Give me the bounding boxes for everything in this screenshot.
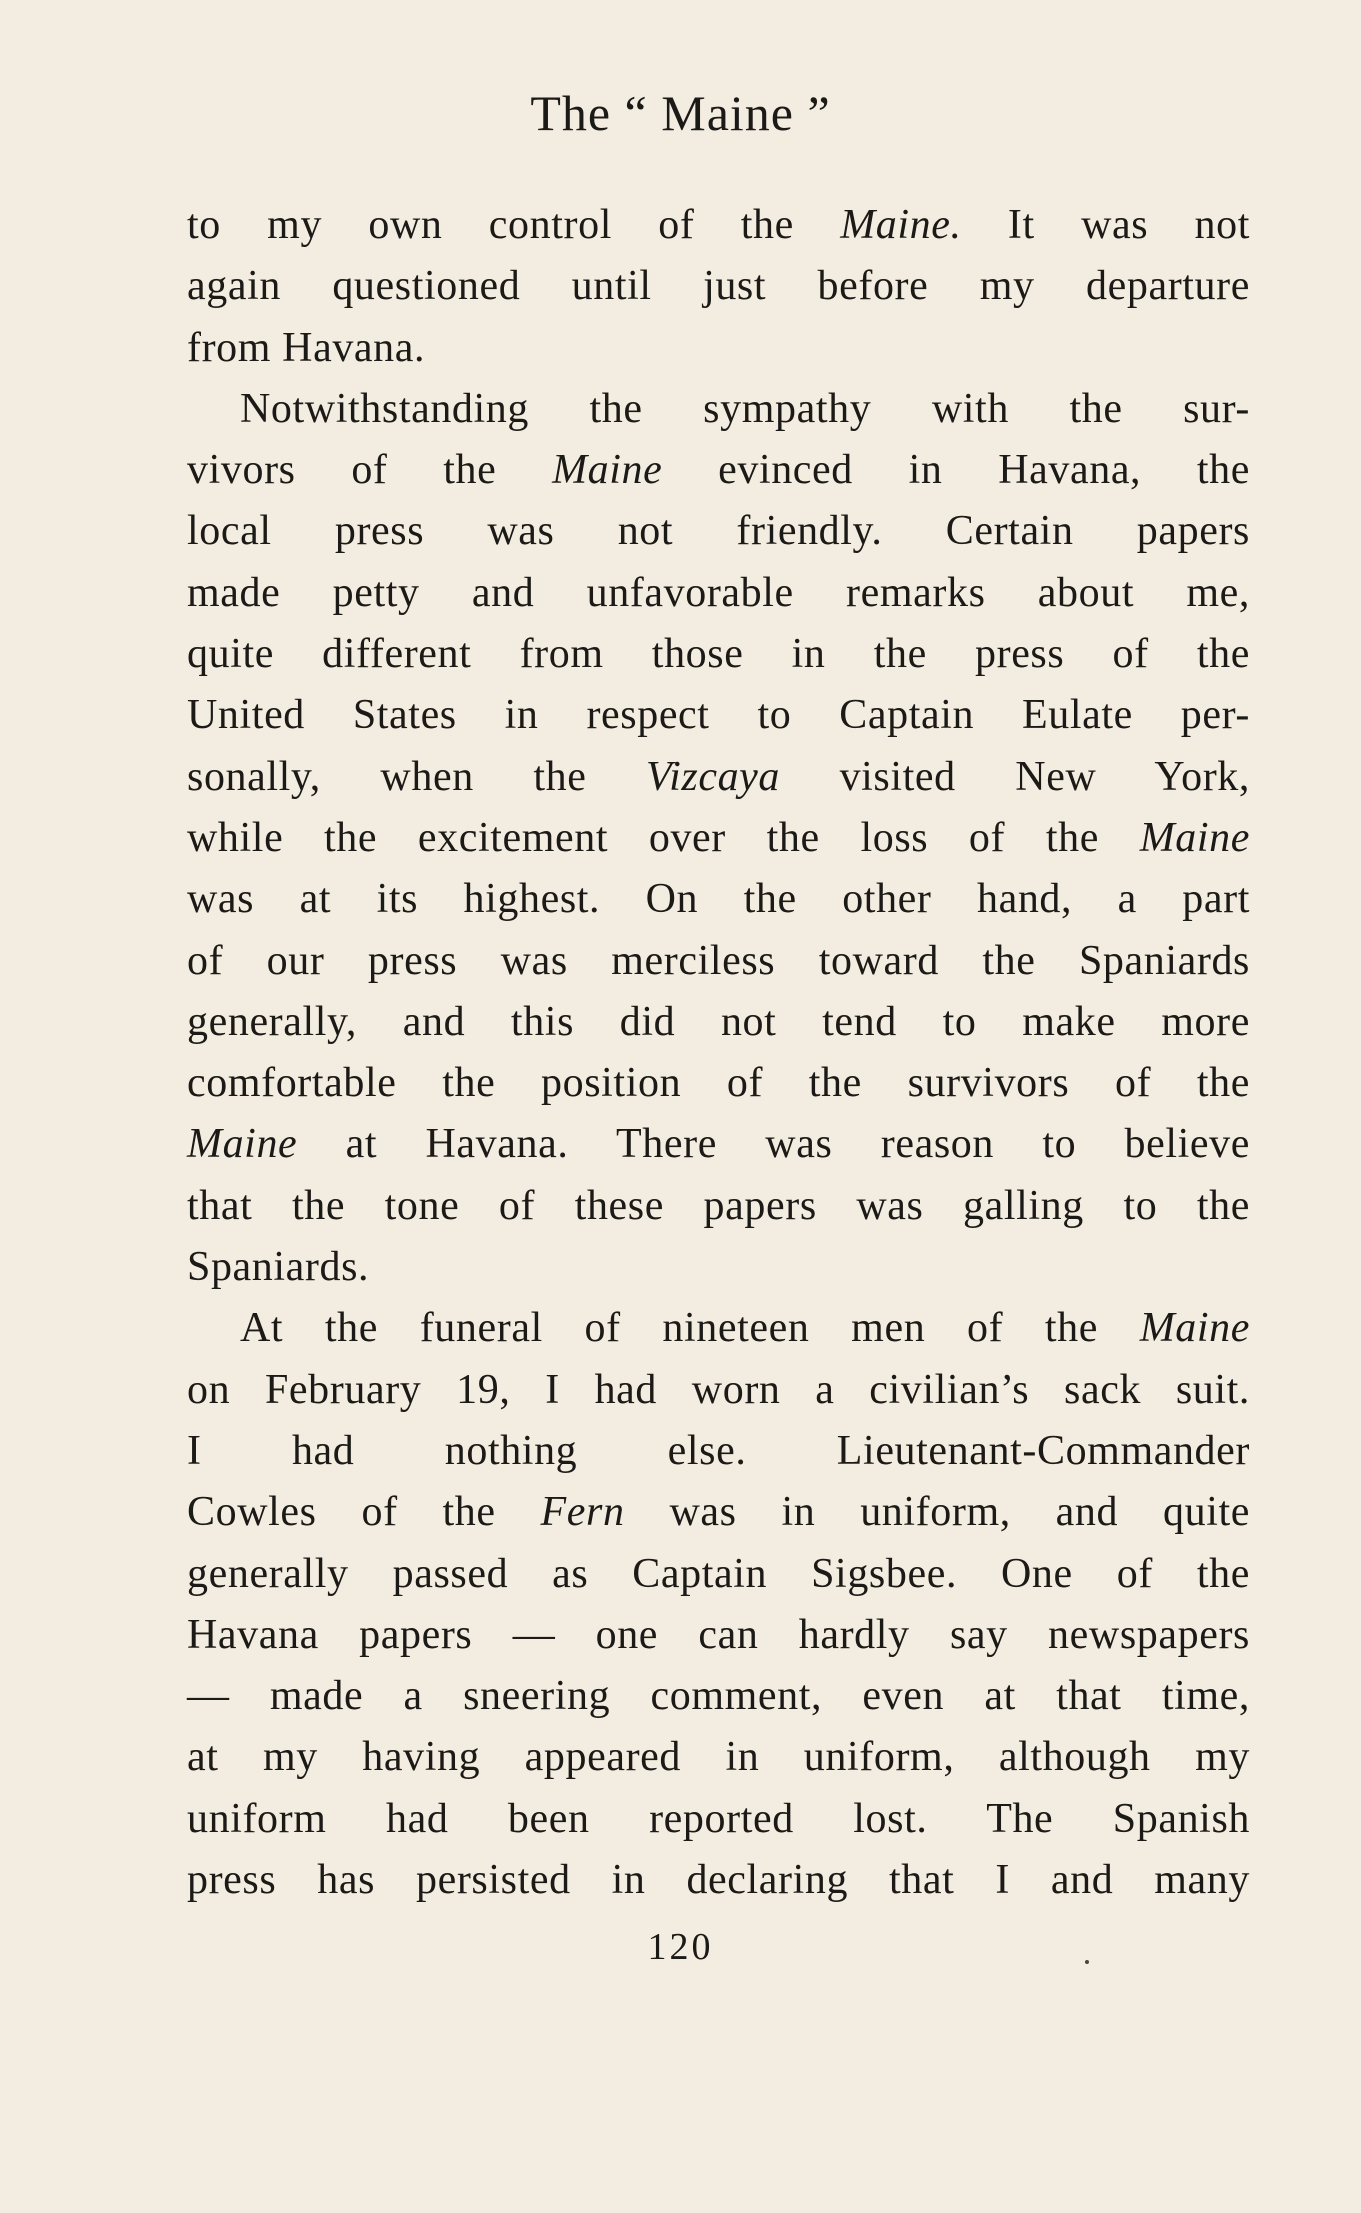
text-segment: that the tone of these papers was galling to the (187, 1182, 1250, 1229)
italic-ship-name: Maine (187, 1121, 298, 1168)
text-line (187, 931, 1250, 992)
text-line (187, 440, 1250, 501)
text-segment: to my own control of the (187, 202, 841, 248)
text-line (187, 685, 1250, 746)
text-segment: I had nothing else. Lieutenant-Commander (187, 1427, 1250, 1474)
text-segment: Notwithstanding the sympathy with the sur- (240, 385, 1250, 432)
text-line (187, 1421, 1250, 1482)
text-segment: Cowles of the (187, 1489, 541, 1536)
text-segment: at my having appeared in uniform, although my (187, 1734, 1250, 1781)
text-line (187, 1544, 1250, 1605)
text-line (187, 1482, 1250, 1543)
italic-ship-name: Fern (540, 1489, 625, 1536)
text-segment: press has persisted in declaring that I and many (187, 1857, 1250, 1904)
text-segment: generally, and this did not tend to make more (187, 998, 1250, 1045)
text-segment: while the excitement over the loss of the (187, 814, 1140, 861)
text-segment: It was not (961, 202, 1250, 248)
text-segment: At the funeral of nineteen men of the (240, 1305, 1140, 1352)
text-segment: visited New York, (780, 753, 1250, 800)
text-segment: again questioned until just before my departure (187, 263, 1250, 310)
running-head: The “ Maine ” (530, 85, 831, 141)
text-line (187, 747, 1250, 808)
italic-ship-name: Maine (1139, 814, 1250, 861)
text-line (187, 869, 1250, 930)
text-segment: was in uniform, and quite (624, 1489, 1250, 1536)
text-line (187, 808, 1250, 869)
italic-ship-name: Maine. (840, 202, 962, 248)
text-line (187, 624, 1250, 685)
text-segment: vivors of the (187, 447, 553, 494)
italic-ship-name: Maine (552, 447, 663, 494)
text-line (187, 318, 1250, 379)
italic-ship-name: Maine (1139, 1305, 1250, 1352)
text-segment: made petty and unfavorable remarks about me, (187, 569, 1250, 616)
text-line (187, 1727, 1250, 1788)
text-segment: generally passed as Captain Sigsbee. One of the (187, 1550, 1250, 1597)
text-segment: at Havana. There was reason to believe (297, 1121, 1250, 1168)
text-segment: on February 19, I had worn a civilian’s sack suit. (187, 1366, 1250, 1413)
text-line (187, 563, 1250, 624)
text-line (187, 1605, 1250, 1666)
text-line (187, 1114, 1250, 1175)
text-segment: quite different from those in the press of the (187, 631, 1250, 678)
body-text (187, 195, 1250, 1911)
text-line (187, 1666, 1250, 1727)
text-segment: Havana papers — one can hardly say newspapers (187, 1611, 1250, 1658)
text-segment: local press was not friendly. Certain papers (187, 508, 1250, 555)
text-line (187, 992, 1250, 1053)
paper-speck (1085, 1960, 1089, 1964)
text-line (187, 1789, 1250, 1850)
text-line (187, 1176, 1250, 1237)
text-line (187, 1237, 1250, 1298)
text-line (187, 195, 1250, 256)
text-line (187, 501, 1250, 562)
text-segment: sonally, when the (187, 753, 646, 800)
text-segment: of our press was merciless toward the Spaniards (187, 937, 1250, 984)
text-line (187, 1360, 1250, 1421)
text-segment: uniform had been reported lost. The Spanish (187, 1795, 1250, 1842)
text-segment: was at its highest. On the other hand, a part (187, 876, 1250, 923)
text-segment: — made a sneering comment, even at that time, (187, 1673, 1250, 1720)
text-segment: United States in respect to Captain Eulate per- (187, 692, 1250, 739)
text-segment: Spaniards. (187, 1244, 370, 1291)
italic-ship-name: Vizcaya (645, 753, 781, 800)
page-number: 120 (647, 1926, 714, 1968)
text-segment: comfortable the position of the survivors of the (187, 1060, 1250, 1107)
text-line (187, 379, 1250, 440)
text-line (187, 1850, 1250, 1911)
text-segment: from Havana. (187, 324, 426, 371)
text-line (187, 1053, 1250, 1114)
text-line (187, 256, 1250, 317)
text-line (187, 1298, 1250, 1359)
text-segment: evinced in Havana, the (662, 447, 1250, 494)
